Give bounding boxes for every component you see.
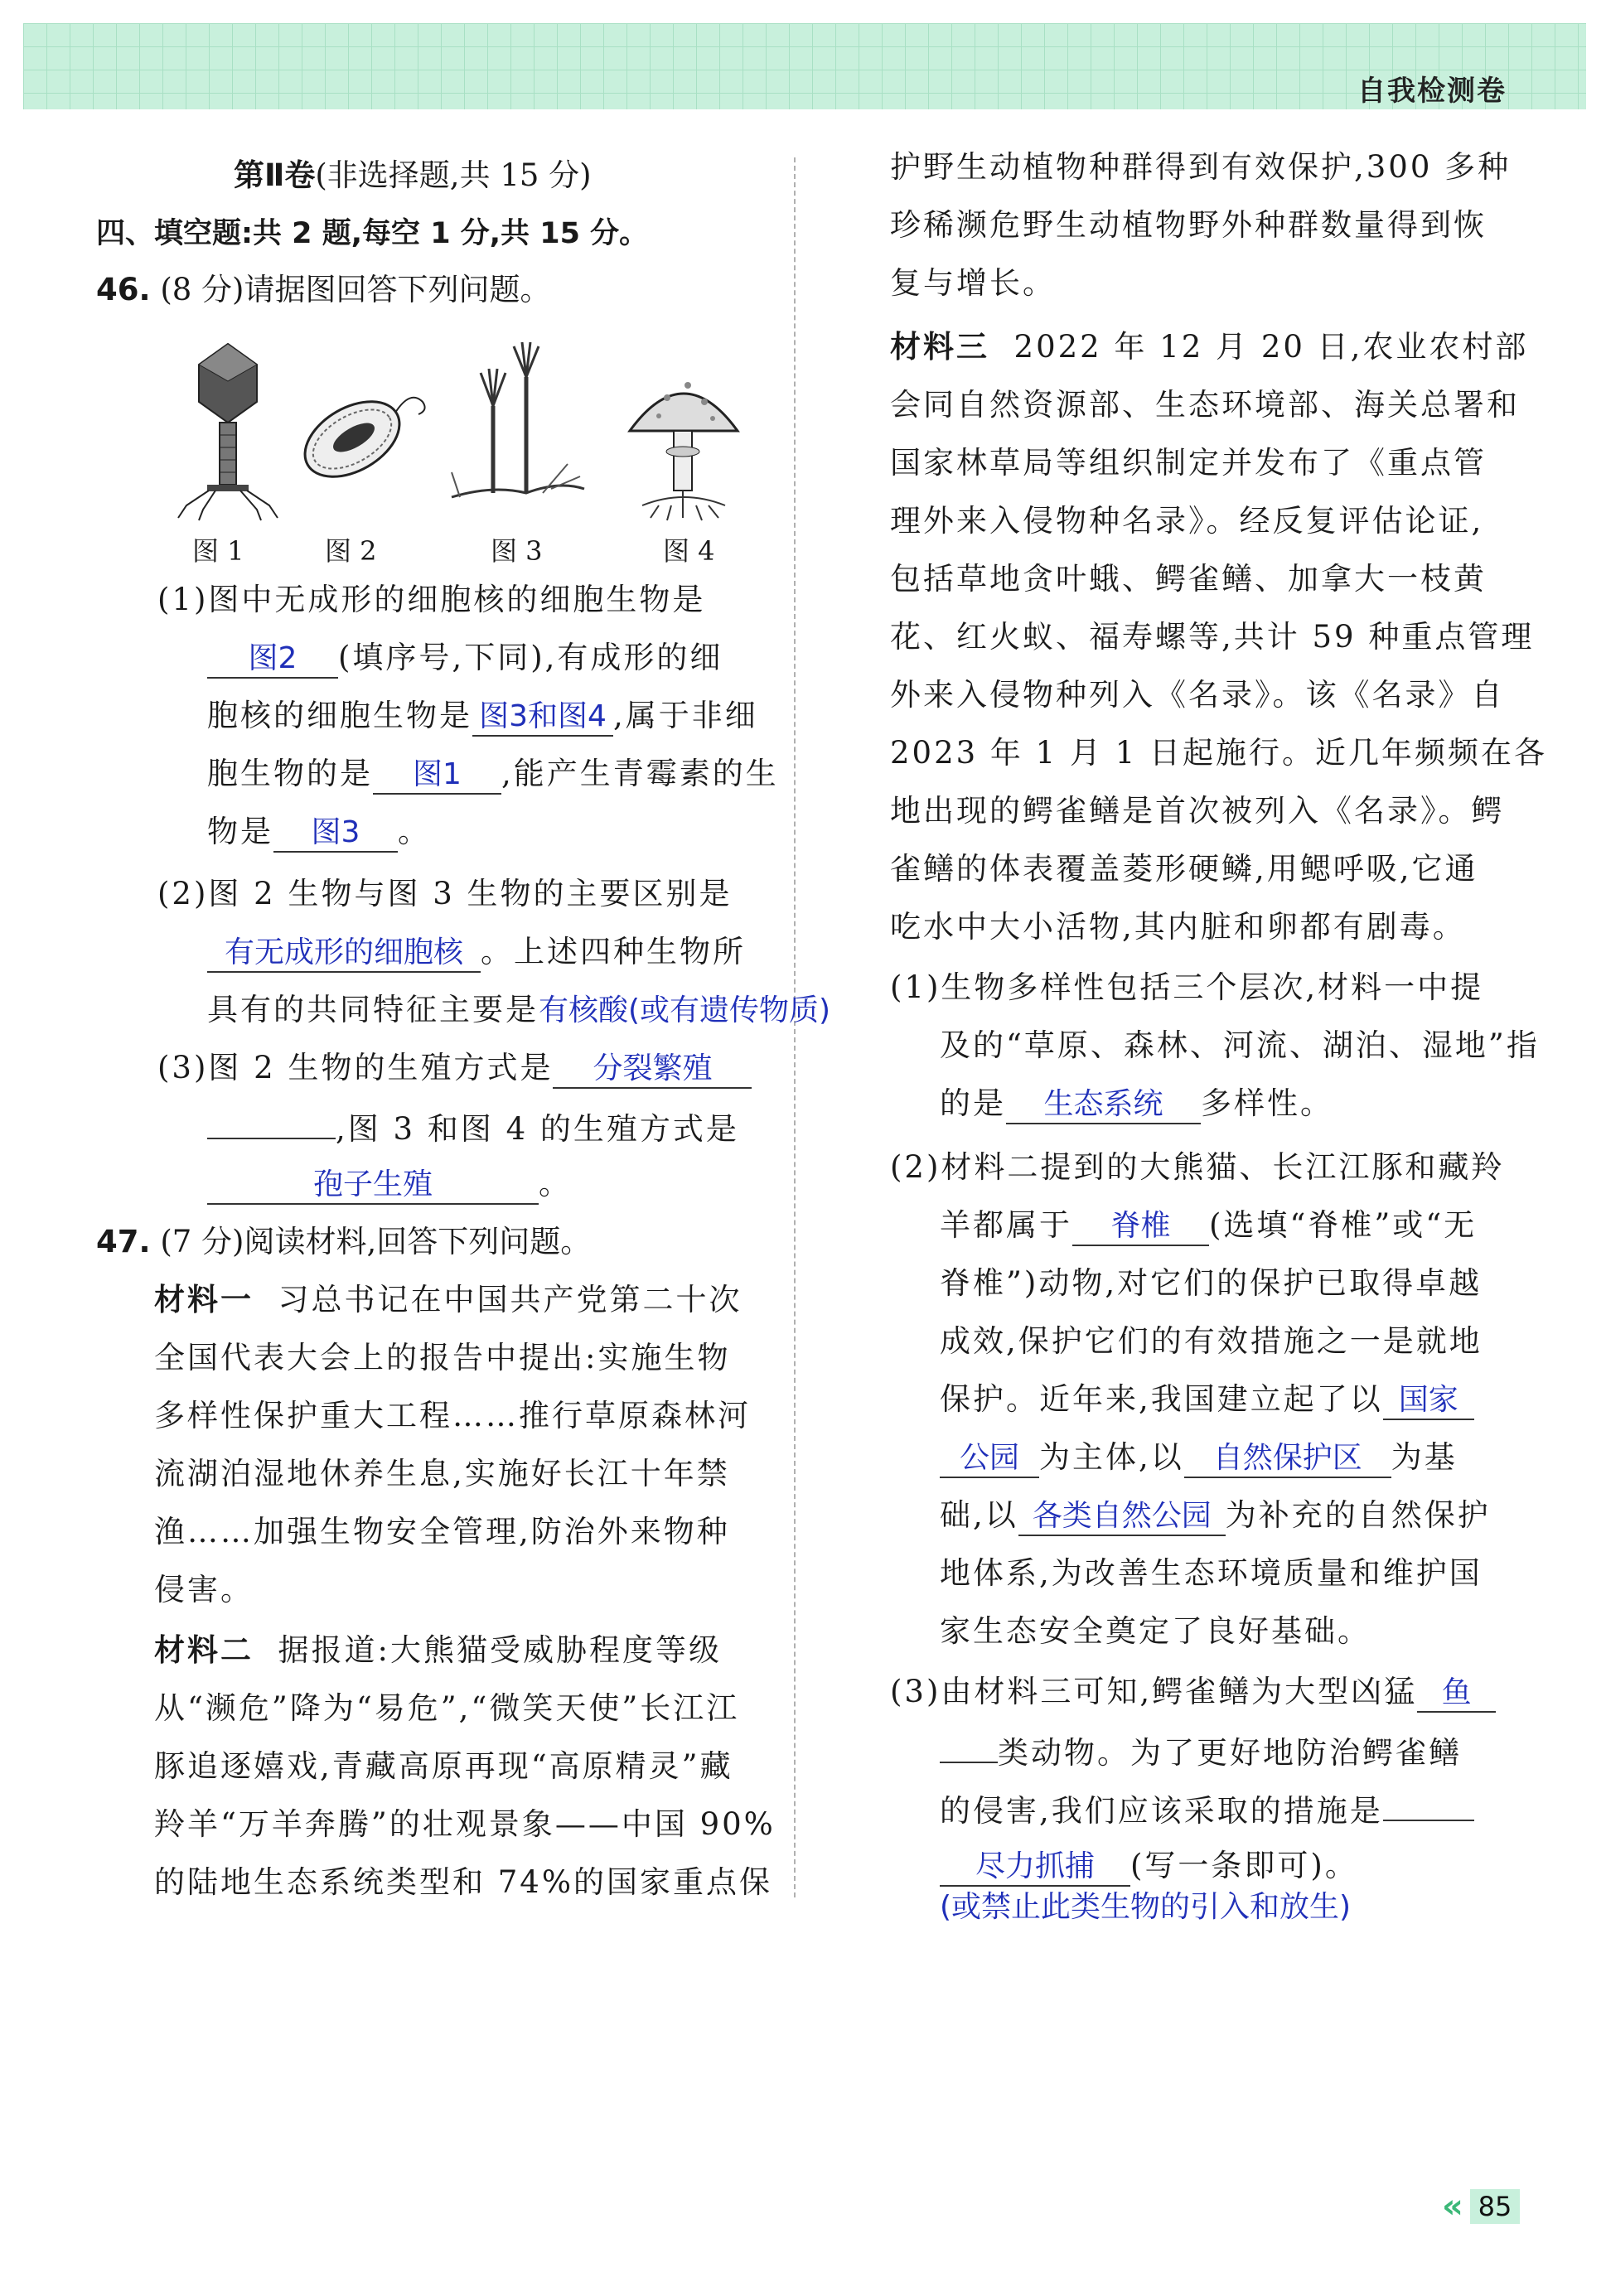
material-2-line3: 豚追逐嬉戏,青藏高原再现“高原精灵”藏 xyxy=(154,1748,733,1784)
q46-answer-4: 图3 xyxy=(273,814,398,853)
material-1-line1 xyxy=(154,1280,743,1320)
q47-p2-line3: 脊椎”)动物,对它们的保护已取得卓越 xyxy=(940,1265,1483,1301)
q46-answer-8: 孢子生殖 xyxy=(207,1167,539,1205)
q47-p3-line1 xyxy=(890,1672,1496,1713)
q47-answer-2: 脊椎 xyxy=(1072,1208,1209,1246)
q47-number: 47. xyxy=(96,1224,151,1259)
q46-p1-text-h: 。 xyxy=(398,814,431,849)
q46-answer-5: 有无成形的细胞核 xyxy=(207,935,481,973)
material-1-line6: 侵害。 xyxy=(154,1572,254,1607)
q47-answer-6: 鱼 xyxy=(1417,1675,1496,1713)
q46-p1-text-d: ,属于非细 xyxy=(613,698,758,733)
material-2-line6: 护野生动植物种群得到有效保护,300 多种 xyxy=(890,149,1512,185)
q47-answer-7-blank xyxy=(1383,1788,1474,1821)
q46-p1-line2 xyxy=(207,638,723,679)
q47-answer-4: 自然保护区 xyxy=(1184,1440,1391,1478)
q46-prompt: (8 分)请据图回答下列问题。 xyxy=(160,272,551,307)
q47-p2-line5 xyxy=(940,1380,1474,1420)
material-3-line9: 地出现的鳄雀鳝是首次被列入《名录》。鳄 xyxy=(890,793,1505,829)
material-3-line6: 花、红火蚁、福寿螺等,共计 59 种重点管理 xyxy=(890,619,1535,655)
q46-p1-line4 xyxy=(207,754,779,795)
q47-p2-line6 xyxy=(940,1438,1458,1478)
material-2-line1 xyxy=(154,1631,722,1670)
q47-p2-text-c: (选填“脊椎”或“无 xyxy=(1209,1207,1478,1243)
material-3-line4: 理外来入侵物种名录》。经反复评估论证, xyxy=(890,503,1484,539)
material-1-line2: 全国代表大会上的报告中提出:实施生物 xyxy=(154,1340,731,1375)
q47-p2-text-f: 保护。近年来,我国建立起了以 xyxy=(940,1381,1383,1417)
q47-answer-6-continuation xyxy=(940,1730,998,1763)
material-2-text: 据报道:大熊猫受威胁程度等级 xyxy=(278,1632,722,1668)
q46-p3-line2 xyxy=(207,1106,739,1149)
figure-4-mushroom xyxy=(626,340,742,522)
header-title: 自我检测卷 xyxy=(1357,75,1507,108)
q46-stem xyxy=(96,270,550,310)
material-3-label: 材料三 xyxy=(890,329,989,365)
section-title xyxy=(234,156,592,196)
q46-p1-text-e: 胞生物的是 xyxy=(207,756,373,791)
q46-p3-line3 xyxy=(207,1164,572,1205)
q47-p3-text-c: 的侵害,我们应该采取的措施是 xyxy=(940,1793,1383,1829)
q46-p2-text-b: 。上述四种生物所 xyxy=(481,934,746,969)
figure-1-virus xyxy=(166,340,290,522)
material-2-line2: 从“濒危”降为“易危”,“微笑天使”长江江 xyxy=(154,1690,740,1726)
q46-answer-2: 图3和图4 xyxy=(472,698,613,737)
q46-p1-line3 xyxy=(207,696,758,737)
q46-answer-1: 图2 xyxy=(207,640,338,679)
material-3-text: 2022 年 12 月 20 日,农业农村部 xyxy=(1013,329,1529,365)
q47-answer-5: 各类自然公园 xyxy=(1018,1498,1226,1536)
q47-p2-line7 xyxy=(940,1496,1491,1536)
section-title-note: (非选择题,共 15 分) xyxy=(315,157,592,193)
q47-p2-line9: 家生态安全奠定了良好基础。 xyxy=(940,1613,1371,1649)
figure-3-caption: 图 3 xyxy=(491,535,543,567)
q46-p3-text-a: (3)图 2 生物的生殖方式是 xyxy=(157,1050,554,1085)
q47-p2-text-j: 为补充的自然保护 xyxy=(1225,1497,1491,1533)
q47-answer-7-alternative: (或禁止此类生物的引入和放生) xyxy=(940,1890,1352,1924)
q47-answer-3a: 国家 xyxy=(1383,1382,1474,1420)
material-2-line5: 的陆地生态系统类型和 74%的国家重点保 xyxy=(154,1864,772,1900)
page-number: 85 xyxy=(1470,2189,1520,2224)
material-2-line7: 珍稀濒危野生动植物野外种群数量得到恢 xyxy=(890,207,1487,243)
material-3-line10: 雀鳝的体表覆盖菱形硬鳞,用鳃呼吸,它通 xyxy=(890,851,1478,887)
material-1-text: 习总书记在中国共产党第二十次 xyxy=(278,1282,743,1317)
material-1-line3: 多样性保护重大工程……推行草原森林河 xyxy=(154,1398,751,1433)
figure-2-caption: 图 2 xyxy=(325,535,377,567)
page-number-badge xyxy=(1442,2187,1525,2226)
material-3-line11: 吃水中大小活物,其内脏和卵都有剧毒。 xyxy=(890,909,1466,945)
q47-p2-text-b: 羊都属于 xyxy=(940,1207,1072,1243)
material-2-line8: 复与增长。 xyxy=(890,265,1056,301)
q47-p2-line4: 成效,保护它们的有效措施之一是就地 xyxy=(940,1323,1483,1359)
q47-p1-line1: (1)生物多样性包括三个层次,材料一中提 xyxy=(890,969,1484,1005)
material-2-line4: 羚羊“万羊奔腾”的壮观景象——中国 90% xyxy=(154,1806,776,1842)
q46-p1-text-f: ,能产生青霉素的生 xyxy=(501,756,779,791)
q46-p2-line3 xyxy=(207,990,830,1030)
material-1-label: 材料一 xyxy=(154,1282,254,1317)
q46-p1-text-b: (填序号,下同),有成形的细 xyxy=(338,640,723,675)
q47-stem xyxy=(96,1222,591,1262)
q47-answer-3b: 公园 xyxy=(940,1440,1039,1478)
q47-p3-line3 xyxy=(940,1788,1474,1831)
q47-answer-7: 尽力抓捕 xyxy=(940,1849,1130,1887)
q46-answer-3: 图1 xyxy=(373,756,501,795)
q46-p3-text-b: ,图 3 和图 4 的生殖方式是 xyxy=(336,1111,739,1147)
q47-p3-text-a: (3)由材料三可知,鳄雀鳝为大型凶猛 xyxy=(890,1674,1418,1709)
q47-p2-line1: (2)材料二提到的大熊猫、长江江豚和藏羚 xyxy=(890,1149,1505,1185)
q46-answer-7: 分裂繁殖 xyxy=(553,1051,752,1089)
material-2-label: 材料二 xyxy=(154,1632,254,1668)
q47-p2-text-i: 础,以 xyxy=(940,1497,1018,1533)
q46-answer-7-continuation xyxy=(207,1106,336,1139)
header-band xyxy=(23,23,1586,109)
material-1-line5: 渔……加强生物安全管理,防治外来物种 xyxy=(154,1514,730,1549)
q47-p2-text-g: 为主体,以 xyxy=(1039,1439,1184,1475)
q46-p2-text-c: 具有的共同特征主要是 xyxy=(207,992,539,1027)
q47-prompt: (7 分)阅读材料,回答下列问题。 xyxy=(160,1224,592,1259)
q46-number: 46. xyxy=(96,272,151,307)
q46-p2-line2 xyxy=(207,932,746,973)
q47-p3-line4 xyxy=(940,1846,1358,1887)
q46-p1-text-c: 胞核的细胞生物是 xyxy=(207,698,472,733)
material-3-line1 xyxy=(890,327,1528,367)
figure-4-caption: 图 4 xyxy=(663,535,715,567)
material-1-line4: 流湖泊湿地休养生息,实施好长江十年禁 xyxy=(154,1456,730,1491)
q47-p2-text-h: 为基 xyxy=(1391,1439,1458,1475)
q47-p1-line2: 及的“草原、森林、河流、湖泊、湿地”指 xyxy=(940,1027,1540,1063)
material-3-line2: 会同自然资源部、生态环境部、海关总署和 xyxy=(890,387,1520,423)
q47-answer-1: 生态系统 xyxy=(1006,1086,1201,1124)
q46-p1-line1: (1)图中无成形的细胞核的细胞生物是 xyxy=(157,582,706,617)
material-3-line3: 国家林草局等组织制定并发布了《重点管 xyxy=(890,445,1487,481)
material-3-line8: 2023 年 1 月 1 日起施行。近几年频频在各 xyxy=(890,735,1548,771)
q47-p1-line3 xyxy=(940,1084,1333,1124)
q46-p2-line1: (2)图 2 生物与图 3 生物的主要区别是 xyxy=(157,876,733,911)
q47-p2-line2 xyxy=(940,1206,1477,1246)
q46-p1-text-g: 物是 xyxy=(207,814,273,849)
q46-answer-6: 有核酸(或有遗传物质) xyxy=(539,993,831,1027)
material-3-line7: 外来入侵物种列入《名录》。该《名录》自 xyxy=(890,677,1505,713)
section-title-text: 第Ⅱ卷 xyxy=(234,157,316,193)
part-heading: 四、填空题:共 2 题,每空 1 分,共 15 分。 xyxy=(96,217,649,250)
figure-2-bacterium xyxy=(286,340,431,522)
q46-p3-text-c: 。 xyxy=(539,1166,572,1201)
q47-p1-text-d: 多样性。 xyxy=(1201,1085,1333,1121)
material-3-line5: 包括草地贪叶蛾、鳄雀鳝、加拿大一枝黄 xyxy=(890,561,1487,597)
figure-1-caption: 图 1 xyxy=(192,535,244,567)
chevron-left-icon: « xyxy=(1442,2187,1463,2226)
q47-p3-line2 xyxy=(940,1730,1462,1773)
q47-p2-line8: 地体系,为改善生态环境质量和维护国 xyxy=(940,1555,1483,1591)
q46-p3-line1 xyxy=(157,1048,752,1089)
q47-p3-text-b: 类动物。为了更好地防治鳄雀鳝 xyxy=(998,1735,1462,1771)
figure-3-penicillium xyxy=(443,340,593,522)
q47-p3-text-d: (写一条即可)。 xyxy=(1130,1848,1358,1883)
q47-p1-text-c: 的是 xyxy=(940,1085,1006,1121)
q46-p1-line5 xyxy=(207,812,431,853)
